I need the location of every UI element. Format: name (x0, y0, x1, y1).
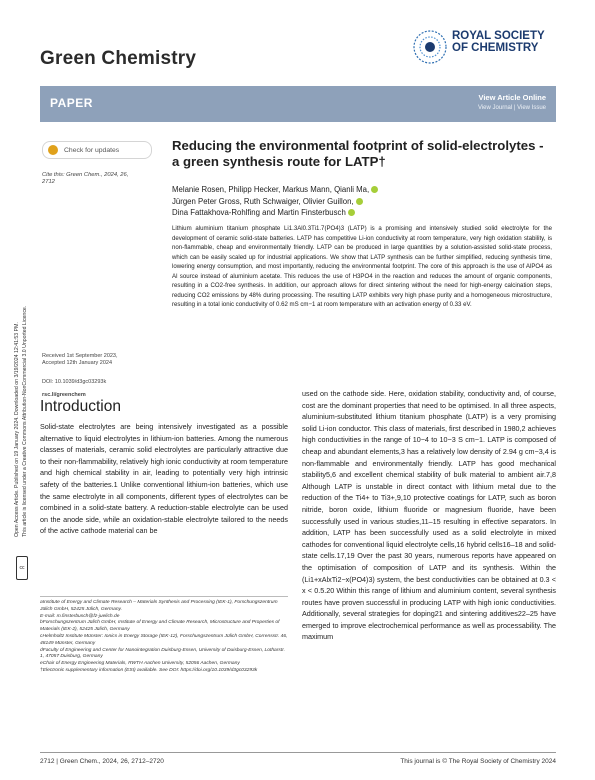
citation-info: Cite this: Green Chem., 2024, 26, 2712 (42, 172, 129, 185)
article-title: Reducing the environmental footprint of solid-electrolytes - a green synthesis route for LATP† (172, 138, 544, 169)
received-date: Received 1st September 2023, (42, 353, 118, 359)
footnote: bForschungszentrum Jülich GmbH, Institute of Energy and Climate Research, Microstructure and Properties of Materials (IEK-2), 52425 Jülich, Germany (40, 620, 280, 633)
accepted-date: Accepted 12th January 2024 (42, 360, 113, 366)
journal-title: Green Chemistry (40, 48, 197, 69)
authors-line-1: Melanie Rosen, Philipp Hecker, Markus Mann, Qianli Ma, (172, 184, 552, 196)
footnote: cHelmholtz Institute Münster: Ionics in Energy Storage (IEK-12), Forschungszentrum Jülich GmbH, Corrensstr. 46, 48149 Münster, Germany (40, 633, 288, 646)
view-journal-issue-links[interactable]: View Journal | View Issue (477, 105, 546, 111)
footer-page-citation: 2712 | Green Chem., 2024, 26, 2712–2720 (40, 758, 164, 765)
view-article-online-link[interactable]: View Article Online (478, 93, 546, 102)
author-list (172, 184, 552, 219)
doi-link[interactable]: DOI: 10.1039/d3gc03293k (42, 379, 107, 385)
cc-license-icon[interactable]: cc (16, 556, 28, 580)
rsc-emblem-icon (408, 26, 452, 68)
footnote-divider (40, 596, 288, 597)
orcid-icon[interactable] (371, 186, 378, 193)
orcid-icon[interactable] (348, 209, 355, 216)
sidebar-line-1: Open Access Article. Published on 19 January 2024. Downloaded on 3/19/2024 12:41:53 PM. (14, 322, 20, 537)
article-type-banner (40, 86, 556, 122)
body-column-left: Solid-state electrolytes are being intensively investigated as a possible alternative to liquid electrolytes in lithium-ion batteries. Among the numerous classes of materials, ceramic solid electrolytes are particularly attractive due to their non-flammability, relatively high ionic conductivity at room temperature and high chemical stability in air, leading to potentially very high intrinsic safety of the batteries.1 Unlike conventional lithium-ion batteries, which use the same electrolyte in all components, different types of electrolytes can be combined in a solid-state battery. A reduction-stable electrolyte can be used on the anode side, while an oxidation-stable electrolyte tailored to the needs of the active cathode material can be (40, 422, 288, 536)
article-type-label: PAPER (50, 96, 93, 110)
footnote: dFaculty of Engineering and Center for Nanointegration Duisburg-Essen, University of Duisburg-Essen, Lotharstr. 1, 47057 Duisburg, Germany (40, 647, 286, 660)
orcid-icon[interactable] (356, 198, 363, 205)
footnote-esi[interactable]: †Electronic supplementary information (ESI) available. See DOI: https://doi.org/10.1039/d3gc03293k (40, 667, 258, 673)
authors-line-3: Dina Fattakhova-Rohlfing and Martin Finsterbusch (172, 207, 552, 219)
journal-short-link[interactable]: rsc.li/greenchem (42, 392, 86, 398)
footnote: aInstitute of Energy and Climate Research – Materials Synthesis and Processing (IEK-1), Forschungszentrum Jülich GmbH, 52425 Jülich, Germany. (40, 600, 278, 612)
license-sidebar (14, 92, 26, 537)
footer-copyright: This journal is © The Royal Society of Chemistry 2024 (400, 758, 556, 765)
rsc-logo-text (452, 30, 545, 54)
footnote-email[interactable]: E-mail: m.finsterbusch@fz-juelich.de (40, 613, 120, 619)
check-for-updates-label: Check for updates (64, 146, 120, 154)
rsc-logo-line-1: ROYAL SOCIETY (452, 30, 545, 42)
sidebar-line-2: This article is licensed under a Creative Commons Attribution-NonCommercial 3.0 Unported Licence. (22, 305, 28, 537)
update-badge-icon (48, 145, 58, 155)
section-heading-introduction: Introduction (40, 398, 121, 415)
footer-divider (40, 752, 556, 753)
footnote: eChair of Energy Engineering Materials, RWTH Aachen University, 52056 Aachen, Germany (40, 661, 240, 667)
affiliation-footnotes (40, 600, 288, 675)
body-column-right: used on the cathode side. Here, oxidation stability, conductivity and, of course, cost are the dominant properties that need to be optimised. In all three aspects, aluminium-substituted lithium titanium phosphate (LATP) is a very promising solid Li-ion conductor. This class of materials, first described in 1980,2 achieves high conductivities in the range of 10−4 to 10−3 S cm−1. LATP is composed of cheap and abundant elements,3 has a relatively low density of 2.94 g cm−3,4 is non-flammable and environmentally friendly. LATP has good mechanical stability5,6 and excellent chemical stability of bulk material to ambient air.7,8 Although LATP is unstable in direct contact with lithium metal due to the reduction of the Ti4+ to Ti3+,9,10 protective coatings for LATP, such as boron nitride, boron oxide, lithium fluoride or magnesium fluoride, have been successfully used in various studies,11–15 resulting in effective separators. In addition, LATP has been successfully used as a solid electrolyte in mixed cathodes for conventional liquid electrolyte cells,16 hybrid cells16–18 and solid-state cells.17,19 Over the past 30 years, numerous reports have appeared on the optimisation of composition of LATP and its synthesis. Within the (Li1+xAlxTi2−x(PO4)3) system, the best conductivities can be obtained at 0.3 < x < 0.5.20 Within this range of lithium and aluminium content, several synthesis routes have proven successful in producing LATP with high ionic conductivities. Additionally, several strategies for doping21 and sintering additives22–25 have emerged to improve electrochemical performance as well as processability. The maximum (302, 389, 556, 642)
abstract: Lithium aluminium titanium phosphate Li1.3Al0.3Ti1.7(PO4)3 (LATP) is a promising and intensively studied solid electrolyte for the development of ceramic solid-state batteries. LATP has competitive Li-ion conductivity at room temperature, very high oxidation stability, is non-flammable, cheap and environmentally friendly. LATP can be produced in large quantities by a solution-assisted solid-state process, which can be easily scaled up for industrial applications. We show that LATP synthesis can be further simplified, reducing synthesis time, lowering energy consumption, and most importantly, reducing the environmental footprint. The core of this approach is the use of AlPO4 as Al source instead of aluminium acetate. This reduces the use of H3PO4 in the reaction and reduces the amount of organic components, resulting in a CO2-free synthesis. In addition, our approach allows for direct sintering without the need for high-energy calcination steps, reducing CO2 emissions by 48% during processing. The resulting LATP exhibits very high phase purity and a homogeneous microstructure, resulting in a total ionic conductivity of 0.62 mS cm−1 at room temperature with an activation energy of 0.33 eV. (172, 225, 552, 308)
dates-info (42, 353, 152, 367)
rsc-logo-line-2: OF CHEMISTRY (452, 42, 539, 54)
check-for-updates-button[interactable] (42, 141, 152, 159)
authors-line-2: Jürgen Peter Gross, Ruth Schwaiger, Olivier Guillon, (172, 196, 552, 208)
